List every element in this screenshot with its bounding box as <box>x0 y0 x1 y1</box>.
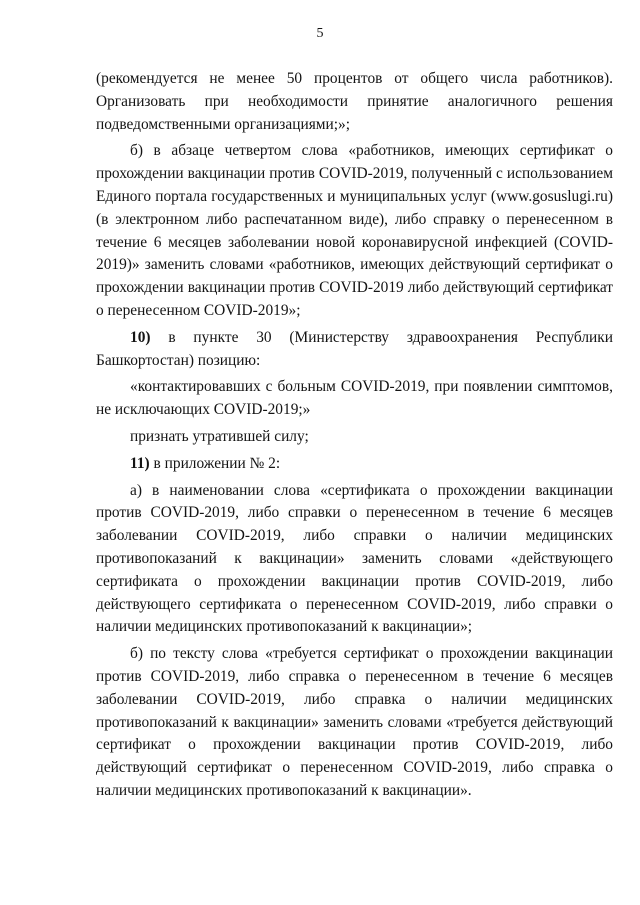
item-number: 11) <box>130 454 150 472</box>
paragraph-continuation: (рекомендуется не менее 50 процентов от общего числа работников). Организовать при необходимости принятие аналогичного решения подведомственными организациями;»; <box>96 70 613 133</box>
paragraph-amendment-b2: б) по тексту слова «требуется сертификат о прохождении вакцинации против COVID-2019, либо справка о перенесенном в течение 6 месяцев заболевании COVID-2019, либо справка о наличии медицинских противопоказаний к вакцинации» заменить словами «требуется действующий сертификат о прохождении вакцинации против COVID-2019, либо действующий сертификат о перенесенном COVID-2019, либо справка о наличии медицинских противопоказаний к вакцинации». <box>96 645 613 799</box>
item-text: в пункте 30 (Министерству здравоохранения Республики Башкортостан) позицию: <box>96 328 613 369</box>
page-number: 5 <box>316 26 324 41</box>
paragraph-quoted-position: «контактировавших с больным COVID-2019, при появлении симптомов, не исключающих COVID-2019;» <box>96 378 613 419</box>
item-text: в приложении № 2: <box>149 454 281 472</box>
document-body <box>96 68 613 803</box>
paragraph-repeal: признать утратившей силу; <box>130 427 309 445</box>
paragraph-amendment-a: а) в наименовании слова «сертификата о прохождении вакцинации против COVID-2019, либо справки о перенесенном в течение 6 месяцев заболевании COVID-2019, либо справки о наличии медицинских противопоказаний к вакцинации» заменить словами «действующего сертификата о прохождении вакцинации против COVID-2019, либо действующего сертификата о перенесенном COVID-2019, либо справки о наличии медицинских противопоказаний к вакцинации»; <box>96 481 613 636</box>
item-number: 10) <box>130 328 151 346</box>
paragraph-item-10 <box>96 327 613 373</box>
paragraph-amendment-b: б) в абзаце четвертом слова «работников, имеющих сертификат о прохождении вакцинации против COVID-2019, полученный с использованием Единого портала государственных и муниципальных услуг (www.gosuslugi.ru) (в электронном либо распечатанном виде), либо справку о перенесенном в течение 6 месяцев заболевании новой коронавирусной инфекцией (COVID-2019)» заменить словами «работников, имеющих действующий сертификат о прохождении вакцинации против COVID-2019 либо действующий сертификат о перенесенном COVID-2019»; <box>96 142 613 319</box>
paragraph-item-11 <box>96 453 613 476</box>
